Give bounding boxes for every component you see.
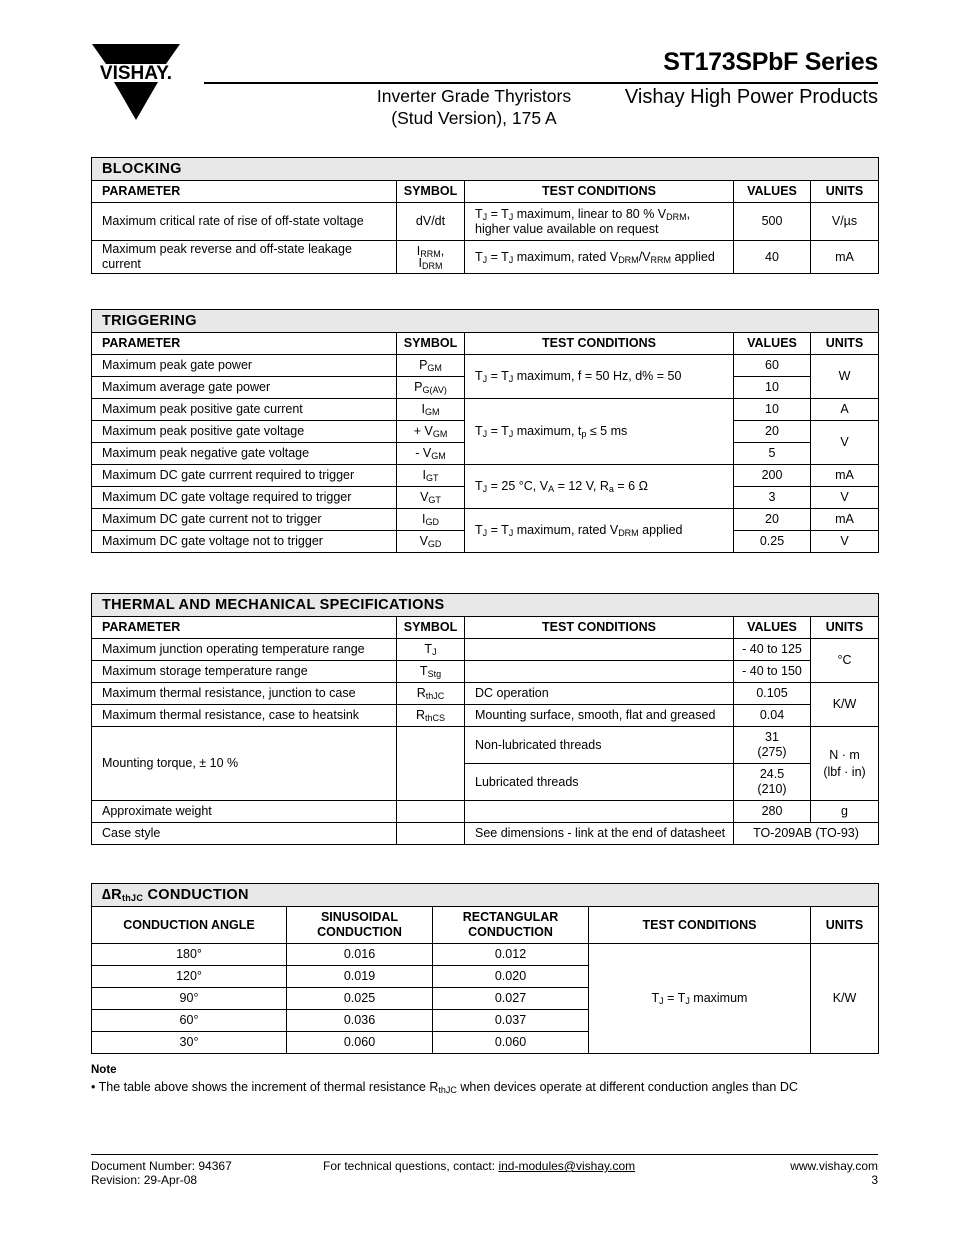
- footer-rule: [91, 1154, 878, 1155]
- value-cell: - 40 to 125: [734, 639, 811, 661]
- angle-cell: 30°: [92, 1032, 287, 1054]
- symbol-cell: - $V_{GM}$: [397, 443, 465, 465]
- sin-cell: 0.025: [287, 988, 433, 1010]
- symbol-cell: $V_{GT}$: [397, 487, 465, 509]
- rect-cell: 0.012: [433, 944, 589, 966]
- sin-cell: 0.016: [287, 944, 433, 966]
- symbol-cell: $P_{G(AV)}$: [397, 377, 465, 399]
- value-cell: 40: [734, 241, 811, 274]
- contact-prefix: For technical questions, contact:: [323, 1159, 499, 1173]
- col-test-conditions: TEST CONDITIONS: [465, 617, 734, 639]
- unit-cell: A: [811, 399, 879, 421]
- rect-cell: 0.037: [433, 1010, 589, 1032]
- condition-cell: $T_J = T_J$ maximum, rated $V_{DRM}$ applied: [465, 509, 734, 553]
- condition-cell: $T_J = T_J$ maximum, rated $V_{DRM}/V_{RRM}$ applied: [465, 241, 734, 274]
- value-cell: 280: [734, 801, 811, 823]
- value-cell: 3: [734, 487, 811, 509]
- condition-cell: DC operation: [465, 683, 734, 705]
- parameter-cell: Maximum DC gate voltage not to trigger: [92, 531, 397, 553]
- parameter-cell: Maximum average gate power: [92, 377, 397, 399]
- symbol-cell: $I_{GD}$: [397, 509, 465, 531]
- unit-cell: mA: [811, 241, 879, 274]
- col-symbol: SYMBOL: [397, 617, 465, 639]
- col-conduction-angle: CONDUCTION ANGLE: [92, 907, 287, 944]
- condition-cell: $T_J = T_J$ maximum, f = 50 Hz, d% = 50: [465, 355, 734, 399]
- condition-cell: $T_J = T_J$ maximum, $t_p \le 5$ ms: [465, 399, 734, 465]
- parameter-cell: Maximum DC gate currrent required to trigger: [92, 465, 397, 487]
- symbol-cell: + $V_{GM}$: [397, 421, 465, 443]
- unit-cell: °C: [811, 639, 879, 683]
- col-parameter: PARAMETER: [92, 333, 397, 355]
- parameter-cell: Mounting torque, ± 10 %: [92, 727, 397, 801]
- series-title: ST173SPbF Series: [663, 48, 878, 76]
- parameter-cell: Maximum peak positive gate voltage: [92, 421, 397, 443]
- condition-cell: [465, 661, 734, 683]
- footer-contact: [323, 1159, 635, 1173]
- unit-cell: K/W: [811, 683, 879, 727]
- angle-cell: 180°: [92, 944, 287, 966]
- document-number: Document Number: 94367: [91, 1159, 232, 1173]
- parameter-cell: Maximum peak gate power: [92, 355, 397, 377]
- symbol-cell: dV/dt: [397, 203, 465, 241]
- symbol-cell: $V_{GD}$: [397, 531, 465, 553]
- value-cell: 20: [734, 509, 811, 531]
- value-cell: 10: [734, 377, 811, 399]
- note-heading: Note: [91, 1064, 117, 1076]
- col-rectangular: RECTANGULAR CONDUCTION: [433, 907, 589, 944]
- symbol-cell: $R_{thJC}$: [397, 683, 465, 705]
- contact-email-link[interactable]: ind-modules@vishay.com: [498, 1159, 636, 1173]
- symbol-cell: $I_{GT}$: [397, 465, 465, 487]
- symbol-cell: $T_J$: [397, 639, 465, 661]
- value-cell: 0.04: [734, 705, 811, 727]
- table-title: $\Delta R_{thJC}$ CONDUCTION: [92, 884, 879, 907]
- condition-cell: $T_J = T_J$ maximum: [589, 944, 811, 1054]
- col-units: UNITS: [811, 617, 879, 639]
- website-link[interactable]: www.vishay.com: [790, 1159, 878, 1173]
- col-values: VALUES: [734, 181, 811, 203]
- col-sinusoidal: SINUSOIDAL CONDUCTION: [287, 907, 433, 944]
- parameter-cell: Maximum peak reverse and off-state leakage current: [92, 241, 397, 274]
- col-values: VALUES: [734, 617, 811, 639]
- col-test-conditions: TEST CONDITIONS: [465, 333, 734, 355]
- condition-cell: Non-lubricated threads: [465, 727, 734, 764]
- col-parameter: PARAMETER: [92, 181, 397, 203]
- parameter-cell: Maximum thermal resistance, junction to case: [92, 683, 397, 705]
- page-number: 3: [871, 1173, 878, 1187]
- vishay-logo: [84, 44, 188, 122]
- value-cell: TO-209AB (TO-93): [734, 823, 879, 845]
- value-cell: 10: [734, 399, 811, 421]
- angle-cell: 120°: [92, 966, 287, 988]
- rect-cell: 0.060: [433, 1032, 589, 1054]
- unit-cell: g: [811, 801, 879, 823]
- col-units: UNITS: [811, 181, 879, 203]
- value-cell: 5: [734, 443, 811, 465]
- condition-cell: [465, 639, 734, 661]
- conduction-table: [91, 883, 879, 1054]
- col-units: UNITS: [811, 907, 879, 944]
- value-cell: - 40 to 150: [734, 661, 811, 683]
- footer-site-info: [790, 1159, 878, 1187]
- col-test-conditions: TEST CONDITIONS: [589, 907, 811, 944]
- angle-cell: 90°: [92, 988, 287, 1010]
- parameter-cell: Maximum peak positive gate current: [92, 399, 397, 421]
- symbol-cell: $I_{GM}$: [397, 399, 465, 421]
- table-title: TRIGGERING: [92, 310, 879, 333]
- unit-cell: V/µs: [811, 203, 879, 241]
- parameter-cell: Maximum critical rate of rise of off-state voltage: [92, 203, 397, 241]
- parameter-cell: Maximum thermal resistance, case to heatsink: [92, 705, 397, 727]
- thermal-table: [91, 593, 879, 845]
- symbol-cell: $T_{Stg}$: [397, 661, 465, 683]
- parameter-cell: Maximum DC gate voltage required to trigger: [92, 487, 397, 509]
- product-subtitle: Inverter Grade Thyristors (Stud Version), 175 A: [376, 86, 572, 128]
- unit-cell: V: [811, 531, 879, 553]
- unit-cell: mA: [811, 465, 879, 487]
- angle-cell: 60°: [92, 1010, 287, 1032]
- symbol-cell: $I_{RRM}$, $I_{DRM}$: [397, 241, 465, 274]
- value-cell: 0.105: [734, 683, 811, 705]
- sin-cell: 0.060: [287, 1032, 433, 1054]
- sin-cell: 0.019: [287, 966, 433, 988]
- svg-text:VISHAY.: VISHAY.: [99, 63, 173, 84]
- parameter-cell: Approximate weight: [92, 801, 397, 823]
- revision: Revision: 29-Apr-08: [91, 1173, 198, 1187]
- value-cell: 31 (275): [734, 727, 811, 764]
- sin-cell: 0.036: [287, 1010, 433, 1032]
- condition-cell: Lubricated threads: [465, 764, 734, 801]
- condition-cell: $T_J = T_J$ maximum, linear to 80 % $V_{DRM}$, higher value available on request: [465, 203, 734, 241]
- col-symbol: SYMBOL: [397, 181, 465, 203]
- unit-cell: V: [811, 421, 879, 465]
- table-title: BLOCKING: [92, 158, 879, 181]
- rect-cell: 0.027: [433, 988, 589, 1010]
- unit-cell: V: [811, 487, 879, 509]
- col-symbol: SYMBOL: [397, 333, 465, 355]
- value-cell: 0.25: [734, 531, 811, 553]
- condition-cell: See dimensions - link at the end of datasheet: [465, 823, 734, 845]
- symbol-cell: [397, 727, 465, 801]
- unit-cell: N · m (lbf · in): [811, 727, 879, 801]
- parameter-cell: Maximum peak negative gate voltage: [92, 443, 397, 465]
- condition-cell: $T_J = 25$ °C, $V_A = 12$ V, $R_a = 6$ Ω: [465, 465, 734, 509]
- rect-cell: 0.020: [433, 966, 589, 988]
- header-rule: [204, 82, 878, 84]
- unit-cell: K/W: [811, 944, 879, 1054]
- symbol-cell: [397, 823, 465, 845]
- note-text: • The table above shows the increment of thermal resistance $R_{thJC}$ when devices operate at different conduction angles than DC: [91, 1080, 798, 1095]
- symbol-cell: [397, 801, 465, 823]
- col-test-conditions: TEST CONDITIONS: [465, 181, 734, 203]
- triggering-table: [91, 309, 879, 553]
- col-values: VALUES: [734, 333, 811, 355]
- division-name: Vishay High Power Products: [624, 86, 878, 108]
- symbol-cell: $R_{thCS}$: [397, 705, 465, 727]
- parameter-cell: Maximum storage temperature range: [92, 661, 397, 683]
- col-parameter: PARAMETER: [92, 617, 397, 639]
- symbol-cell: $P_{GM}$: [397, 355, 465, 377]
- value-cell: 24.5 (210): [734, 764, 811, 801]
- value-cell: 20: [734, 421, 811, 443]
- value-cell: 500: [734, 203, 811, 241]
- parameter-cell: Maximum DC gate current not to trigger: [92, 509, 397, 531]
- table-title: THERMAL AND MECHANICAL SPECIFICATIONS: [92, 594, 879, 617]
- value-cell: 60: [734, 355, 811, 377]
- value-cell: 200: [734, 465, 811, 487]
- footer-document-info: [91, 1159, 232, 1187]
- condition-cell: Mounting surface, smooth, flat and greased: [465, 705, 734, 727]
- unit-cell: W: [811, 355, 879, 399]
- parameter-cell: Case style: [92, 823, 397, 845]
- unit-cell: mA: [811, 509, 879, 531]
- blocking-table: [91, 157, 879, 274]
- col-units: UNITS: [811, 333, 879, 355]
- parameter-cell: Maximum junction operating temperature range: [92, 639, 397, 661]
- condition-cell: [465, 801, 734, 823]
